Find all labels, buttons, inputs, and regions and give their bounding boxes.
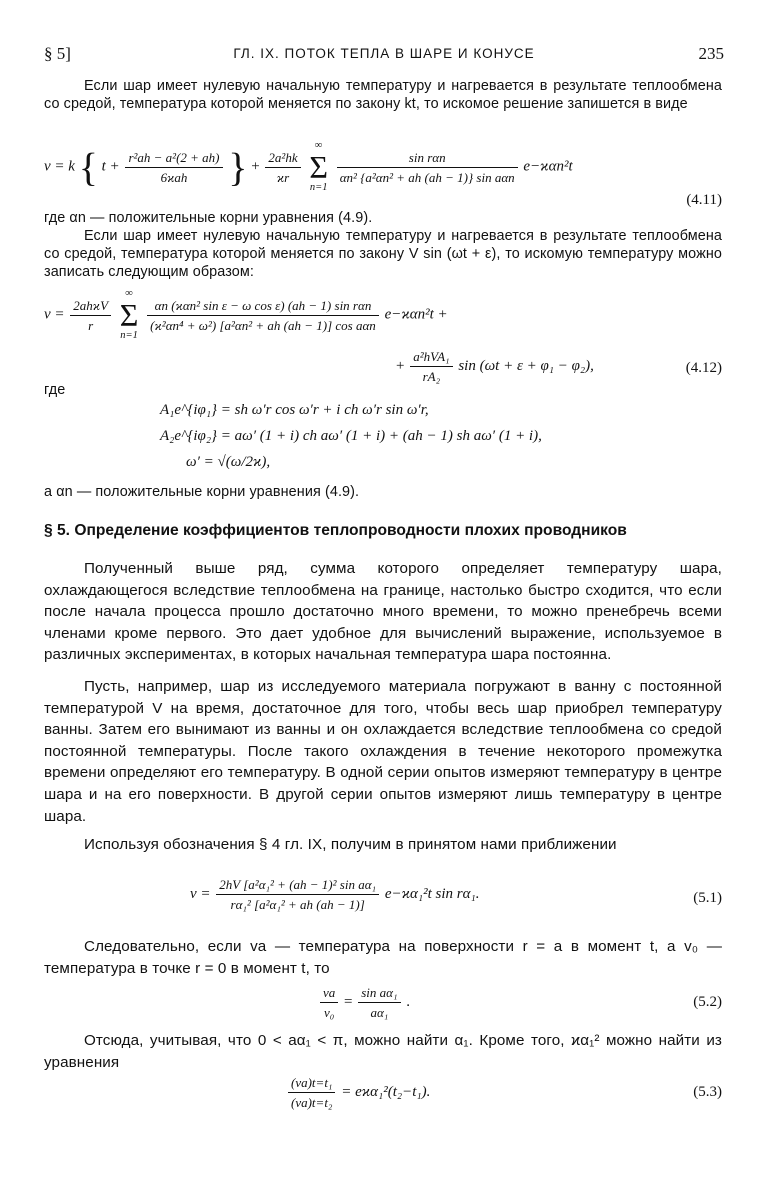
eq411-exp: e−ϰαn²t [523, 158, 573, 175]
equation-5-2: $\frac{va}{\text{v₀}}$ = $\frac{\text{sin aα₁}}{\text{aα₁}}$ . [318, 984, 410, 1021]
equation-4-12 [44, 288, 448, 342]
eq412-exp: e−ϰαn²t + [384, 306, 448, 323]
header-title: ГЛ. IX. ПОТОК ТЕПЛА В ШАРЕ И КОНУСЕ [233, 46, 535, 61]
eq411-frac1-den: 6ϰah [160, 169, 188, 185]
eq52-lden: v₀ [323, 1005, 335, 1020]
definition-omega: ω′ = √(ω/2ϰ), [186, 454, 271, 470]
paragraph-3: Если шар имеет нулевую начальную температуру и нагревается в результате теплообмена со средой, температура которой меняется по закону V sin (ωt + ε), то искомую температуру можно записать следующим образом: [44, 228, 722, 280]
eq53-number: (5.3) [693, 1084, 722, 1100]
eq53-left-frac [288, 1074, 335, 1111]
paragraph-1: Если шар имеет нулевую начальную температуру и нагревается в результате теплообмена со средой, температура которой меняется по закону kt, то искомое решение запишется в виде [44, 78, 722, 112]
eq411-sum-bottom: n=1 [309, 182, 328, 193]
eq52-lnum: va [320, 984, 338, 1003]
eq411-frac3-num: sin rαn [337, 149, 518, 168]
eq412-tail: sin (ωt + ε + φ₁ − φ₂), [458, 357, 594, 374]
eq412-frac1-num: 2ahϰV [70, 297, 111, 316]
equation-5-1 [190, 876, 479, 913]
eq412-plus: + [396, 357, 405, 374]
eq51-tail: e−ϰα₁²t sin rα₁. [384, 885, 480, 902]
label-gde: где [44, 382, 66, 398]
eq52-number: (5.2) [693, 994, 722, 1010]
paragraph-4: а αn — положительные корни уравнения (4.9). [44, 484, 360, 500]
equation-5-3 [286, 1074, 430, 1111]
section-heading: § 5. Определение коэффициентов теплопроводности плохих проводников [44, 522, 627, 539]
eq412-frac2-num: αn (ϰαn² sin ε − ω cos ε) (ah − 1) sin rαn [147, 297, 379, 316]
eq411-frac2-num: 2a²hk [265, 149, 300, 168]
eq412-number: (4.12) [685, 360, 722, 376]
eq411-frac1 [125, 149, 222, 186]
eq411-number: (4.11) [686, 192, 722, 208]
eq412-frac1 [70, 297, 111, 334]
eq412-frac1-den: r [88, 317, 94, 333]
eq53-lden: (va)t=t₂ [291, 1095, 333, 1110]
eq412-lhs: v = [44, 306, 65, 323]
eq411-frac3-den: αn² {a²αn² + ah (ah − 1)} sin aαn [339, 169, 515, 185]
eq412-frac3-den: rA₂ [422, 369, 441, 384]
eq411-frac2-den: ϰr [276, 169, 290, 185]
paragraph-8: Следовательно, если va — температура на поверхности r = a в момент t, а v₀ — температура в точке r = 0 в момент t, то [44, 938, 722, 977]
eq411-frac1-num: r²ah − a²(2 + ah) [125, 149, 222, 168]
paragraph-7: Используя обозначения § 4 гл. IX, получим в принятом нами приближении [84, 836, 617, 853]
eq411-lhs: v = k [44, 158, 75, 175]
eq51-lhs: v = [190, 885, 211, 902]
header-section: § 5] [44, 44, 71, 63]
eq52-right-frac [358, 984, 400, 1021]
eq412-sum: ∞ Σ n=1 [119, 288, 139, 341]
equation-4-11: v = k { t + $\frac{\text{r²ah − a²(2 + ah)}}{\text{6ϰah}}$ } + $\frac{\text{2a²hk}}{ϰr}$ ∞ Σ n=1 $\frac{\text{sin rαn}}{\text{αn² \{a²αn² + ah (ah − 1)\} sin aαn}}$ e−ϰαn²t [44, 140, 573, 193]
eq52-rden: aα₁ [370, 1005, 389, 1020]
eq51-num: 2hV [a²α₁² + (ah − 1)² sin aα₁ [216, 876, 379, 895]
eq53-lnum: (va)t=t₁ [288, 1074, 335, 1093]
paragraph-6: Пусть, например, шар из исследуемого материала погружают в ванну с постоянной температурой V на время, достаточное для того, чтобы весь шар приобрел температуру ванны. Затем его вынимают из ванны и он охлаждается вследствие теплообмена со средой постоянной температуры. После такого охлаждения в течение некоторого промежутка времени определяют его температуру. В одной серии опытов измеряют температуру в центре шара и на его поверхности. В другой серии опытов измеряют лишь температуру в центре шара. [44, 678, 722, 825]
eq52-rnum: sin aα₁ [358, 984, 400, 1003]
eq412-sum-bottom: n=1 [120, 330, 138, 341]
running-header [44, 44, 724, 68]
eq412-sum-top: ∞ [125, 288, 133, 299]
definition-a1: A₁e^{iφ₁} = sh ω′r cos ω′r + i ch ω′r sin ω′r, [160, 402, 429, 418]
eq51-den: rα₁² [a²α₁² + ah (ah − 1)] [230, 897, 365, 912]
eq412-frac2-den: (ϰ²αn⁴ + ω²) [a²αn² + ah (ah − 1)] cos aαn [150, 317, 376, 333]
equation-4-12-line2 [396, 348, 594, 385]
paragraph-5: Полученный выше ряд, сумма которого определяет температуру шара, охлаждающегося вследствие теплообмена на границе, настолько быстро сходится, что если после начала процесса прошло достаточно много времени, то можно пренебречь всеми членами кроме первого. Это дает удобное для вычислений выражение, используемое в различных экспериментах, в которых начальная температура шара постоянна. [44, 560, 722, 664]
eq53-rhs: = eϰα₁²(t₂−t₁). [341, 1083, 431, 1100]
paragraph-2: где αn — положительные корни уравнения (4.9). [44, 210, 373, 226]
eq51-frac [216, 876, 379, 913]
eq411-frac2 [265, 149, 300, 186]
eq412-frac3 [410, 348, 452, 385]
eq411-open-brace: { [78, 144, 98, 190]
eq52-left-frac [320, 984, 338, 1021]
eq411-close-brace: } [228, 144, 248, 190]
eq412-frac3-num: a²hVA₁ [410, 348, 452, 367]
eq51-number: (5.1) [693, 890, 722, 906]
definition-a2: A₂e^{iφ₂} = aω′ (1 + i) ch aω′ (1 + i) + (ah − 1) sh aω′ (1 + i), [160, 428, 542, 444]
eq411-frac3 [337, 149, 518, 186]
eq412-frac2 [147, 297, 379, 334]
eq411-sum-top: ∞ [314, 140, 323, 151]
paragraph-9: Отсюда, учитывая, что 0 < aα₁ < π, можно найти α₁. Кроме того, ϰα₁² можно найти из уравнения [44, 1032, 722, 1071]
eq411-sum: ∞ Σ n=1 [309, 140, 328, 193]
page-number: 235 [698, 44, 724, 63]
